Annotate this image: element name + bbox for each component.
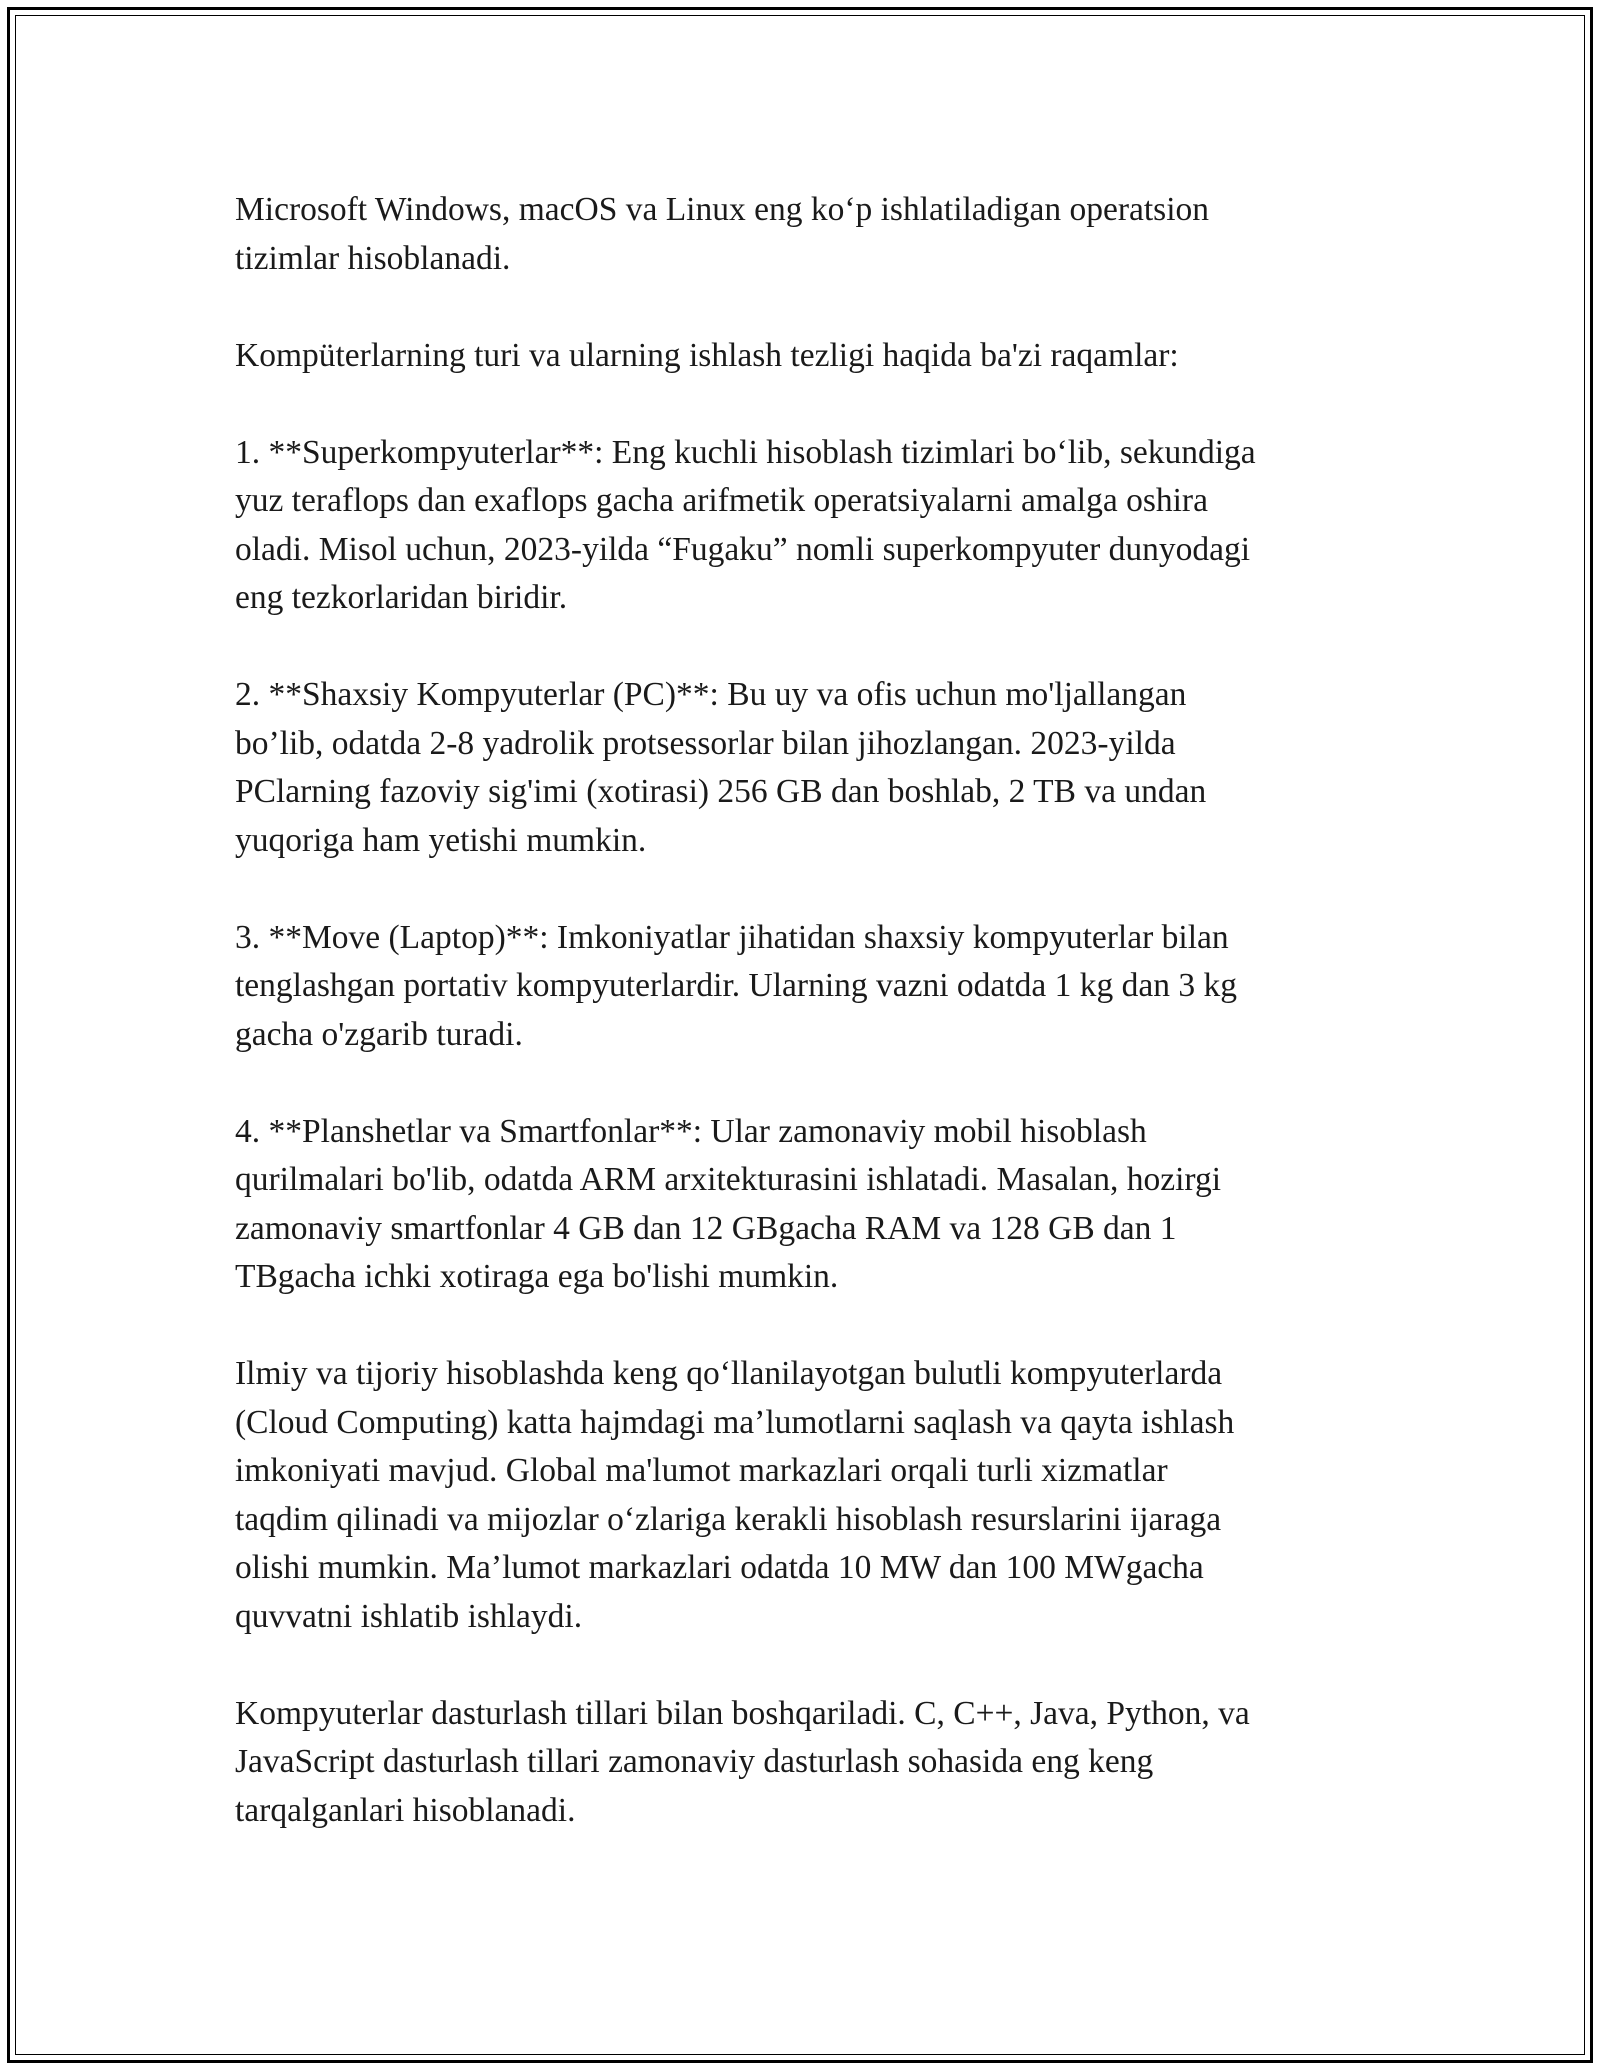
paragraph-operating-systems: Microsoft Windows, macOS va Linux eng ko‘p ishlatiladigan operatsion tizimlar hisoblanadi. [235,191,1210,277]
list-item-tablets-smartphones: 4. **Planshetlar va Smartfonlar**: Ular zamonaviy mobil hisoblash qurilmalari bo'lib, odatda ARM arxitekturasini ishlatadi. Masalan, hozirgi zamonaviy smartfonlar 4 GB dan 12 GBgacha RAM va 128 GB dan 1 TBgacha ichki xotiraga ega bo'lishi mumkin. [235,1112,1222,1295]
list-item-personal-computers: 2. **Shaxsiy Kompyuterlar (PC)**: Bu uy va ofis uchun mo'ljallangan bo’lib, odatda 2-8 yadrolik protsessorlar bilan jihozlangan. 2023-yilda PClarning fazoviy sig'imi (xotirasi) 256 GB dan boshlab, 2 TB va undan yuqoriga ham yetishi mumkin. [235,676,1207,859]
list-item-supercomputers: 1. **Superkompyuterlar**: Eng kuchli hisoblash tizimlari bo‘lib, sekundiga yuz teraflops dan exaflops gacha arifmetik operatsiyalarni amalga oshira oladi. Misol uchun, 2023-yilda “Fugaku” nomli superkompyuter dunyodagi eng tezkorlaridan biridir. [235,433,1256,616]
document-body [235,186,1370,1884]
paragraph-programming-languages: Kompyuterlar dasturlash tillari bilan boshqariladi. C, C++, Java, Python, va JavaScript dasturlash tillari zamonaviy dasturlash sohasida eng keng tarqalganlari hisoblanadi. [235,1694,1250,1829]
paragraph-computer-types-intro: Kompüterlarning turi va ularning ishlash tezligi haqida ba'zi raqamlar: [235,336,1179,374]
list-item-laptops: 3. **Move (Laptop)**: Imkoniyatlar jihatidan shaxsiy kompyuterlar bilan tenglashgan portativ kompyuterlardir. Ularning vazni odatda 1 kg dan 3 kg gacha o'zgarib turadi. [235,918,1237,1053]
paragraph-cloud-computing: Ilmiy va tijoriy hisoblashda keng qo‘llanilayotgan bulutli kompyuterlarda (Cloud Computing) katta hajmdagi ma’lumotlarni saqlash va qayta ishlash imkoniyati mavjud. Global ma'lumot markazlari orqali turli xizmatlar taqdim qilinadi va mijozlar o‘zlariga kerakli hisoblash resurslarini ijaraga olishi mumkin. Ma’lumot markazlari odatda 10 MW dan 100 MWgacha quvvatni ishlatib ishlaydi. [235,1355,1235,1635]
